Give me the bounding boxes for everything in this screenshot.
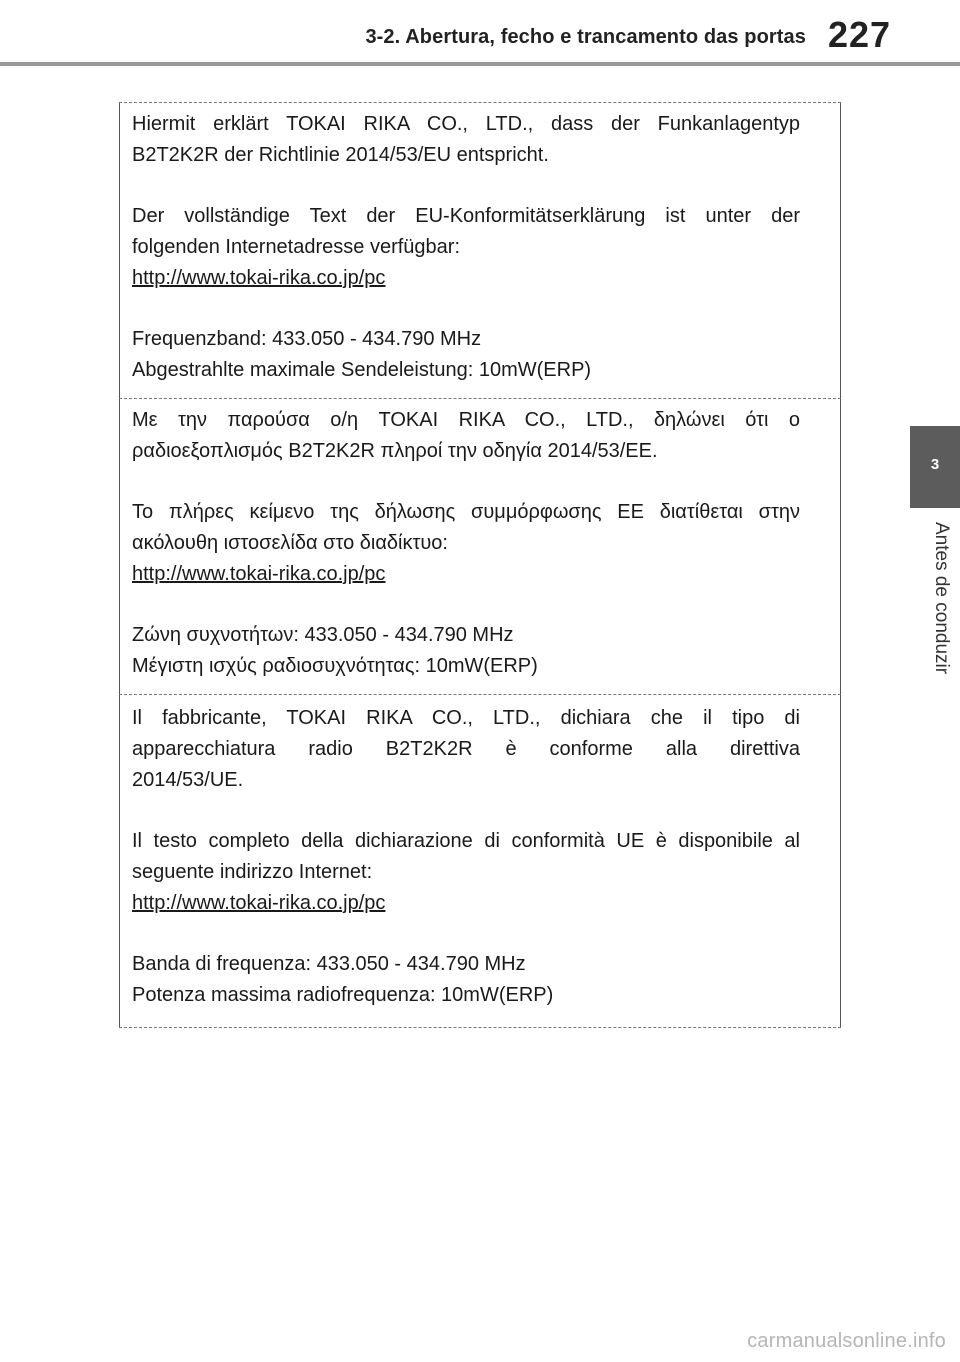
- text-line: Ζώνη συχνοτήτων: 433.050 - 434.790 MHz: [132, 624, 514, 646]
- text-line: Il fabbricante, TOKAI RIKA CO., LTD., dichiara che il tipo di: [132, 707, 800, 729]
- declaration-greek: [132, 405, 800, 682]
- header-divider: [0, 62, 960, 66]
- declaration-link[interactable]: http://www.tokai-rika.co.jp/pc: [132, 892, 386, 914]
- section-divider: [119, 398, 841, 399]
- text-line: 2014/53/UE.: [132, 769, 244, 791]
- text-line: Μέγιστη ισχύς ραδιοσυχνότητας: 10mW(ERP): [132, 655, 538, 677]
- declaration-link[interactable]: http://www.tokai-rika.co.jp/pc: [132, 267, 386, 289]
- text-line: Banda di frequenza: 433.050 - 434.790 MHz: [132, 953, 526, 975]
- text-line: B2T2K2R der Richtlinie 2014/53/EU entspricht.: [132, 144, 549, 166]
- declaration-italian: [132, 703, 800, 1011]
- box-top-border: [119, 102, 841, 103]
- text-line: Il testo completo della dichiarazione di conformità UE è disponibile al: [132, 830, 800, 852]
- chapter-label: Antes de conduzir: [931, 522, 952, 675]
- text-line: ραδιοεξοπλισμός B2T2K2R πληροί την οδηγία 2014/53/ΕΕ.: [132, 440, 658, 462]
- section-title: 3-2. Abertura, fecho e trancamento das portas: [365, 26, 806, 48]
- declaration-link[interactable]: http://www.tokai-rika.co.jp/pc: [132, 563, 386, 585]
- chapter-number: 3: [930, 456, 940, 473]
- text-line: ακόλουθη ιστοσελίδα στο διαδίκτυο:: [132, 532, 448, 554]
- page-number: 227: [828, 14, 892, 55]
- text-line: Με την παρούσα ο/η TOKAI RIKA CO., LTD., δηλώνει ότι ο: [132, 409, 800, 431]
- text-line: apparecchiatura radio B2T2K2R è conforme alla direttiva: [132, 738, 800, 760]
- text-line: Frequenzband: 433.050 - 434.790 MHz: [132, 328, 482, 350]
- box-bottom-border: [119, 1027, 841, 1028]
- text-line: Der vollständige Text der EU-Konformitätserklärung ist unter der: [132, 205, 800, 227]
- declaration-german: [132, 109, 800, 386]
- text-line: Potenza massima radiofrequenza: 10mW(ERP): [132, 984, 554, 1006]
- chapter-tab[interactable]: [910, 426, 960, 508]
- text-line: Abgestrahlte maximale Sendeleistung: 10mW(ERP): [132, 359, 592, 381]
- site-watermark: carmanualsonline.info: [747, 1330, 946, 1352]
- text-line: folgenden Internetadresse verfügbar:: [132, 236, 460, 258]
- section-divider: [119, 694, 841, 695]
- text-line: seguente indirizzo Internet:: [132, 861, 373, 883]
- text-line: Το πλήρες κείμενο της δήλωσης συμμόρφωσης ΕΕ διατίθεται στην: [132, 501, 800, 523]
- text-line: Hiermit erklärt TOKAI RIKA CO., LTD., dass der Funkanlagentyp: [132, 113, 800, 135]
